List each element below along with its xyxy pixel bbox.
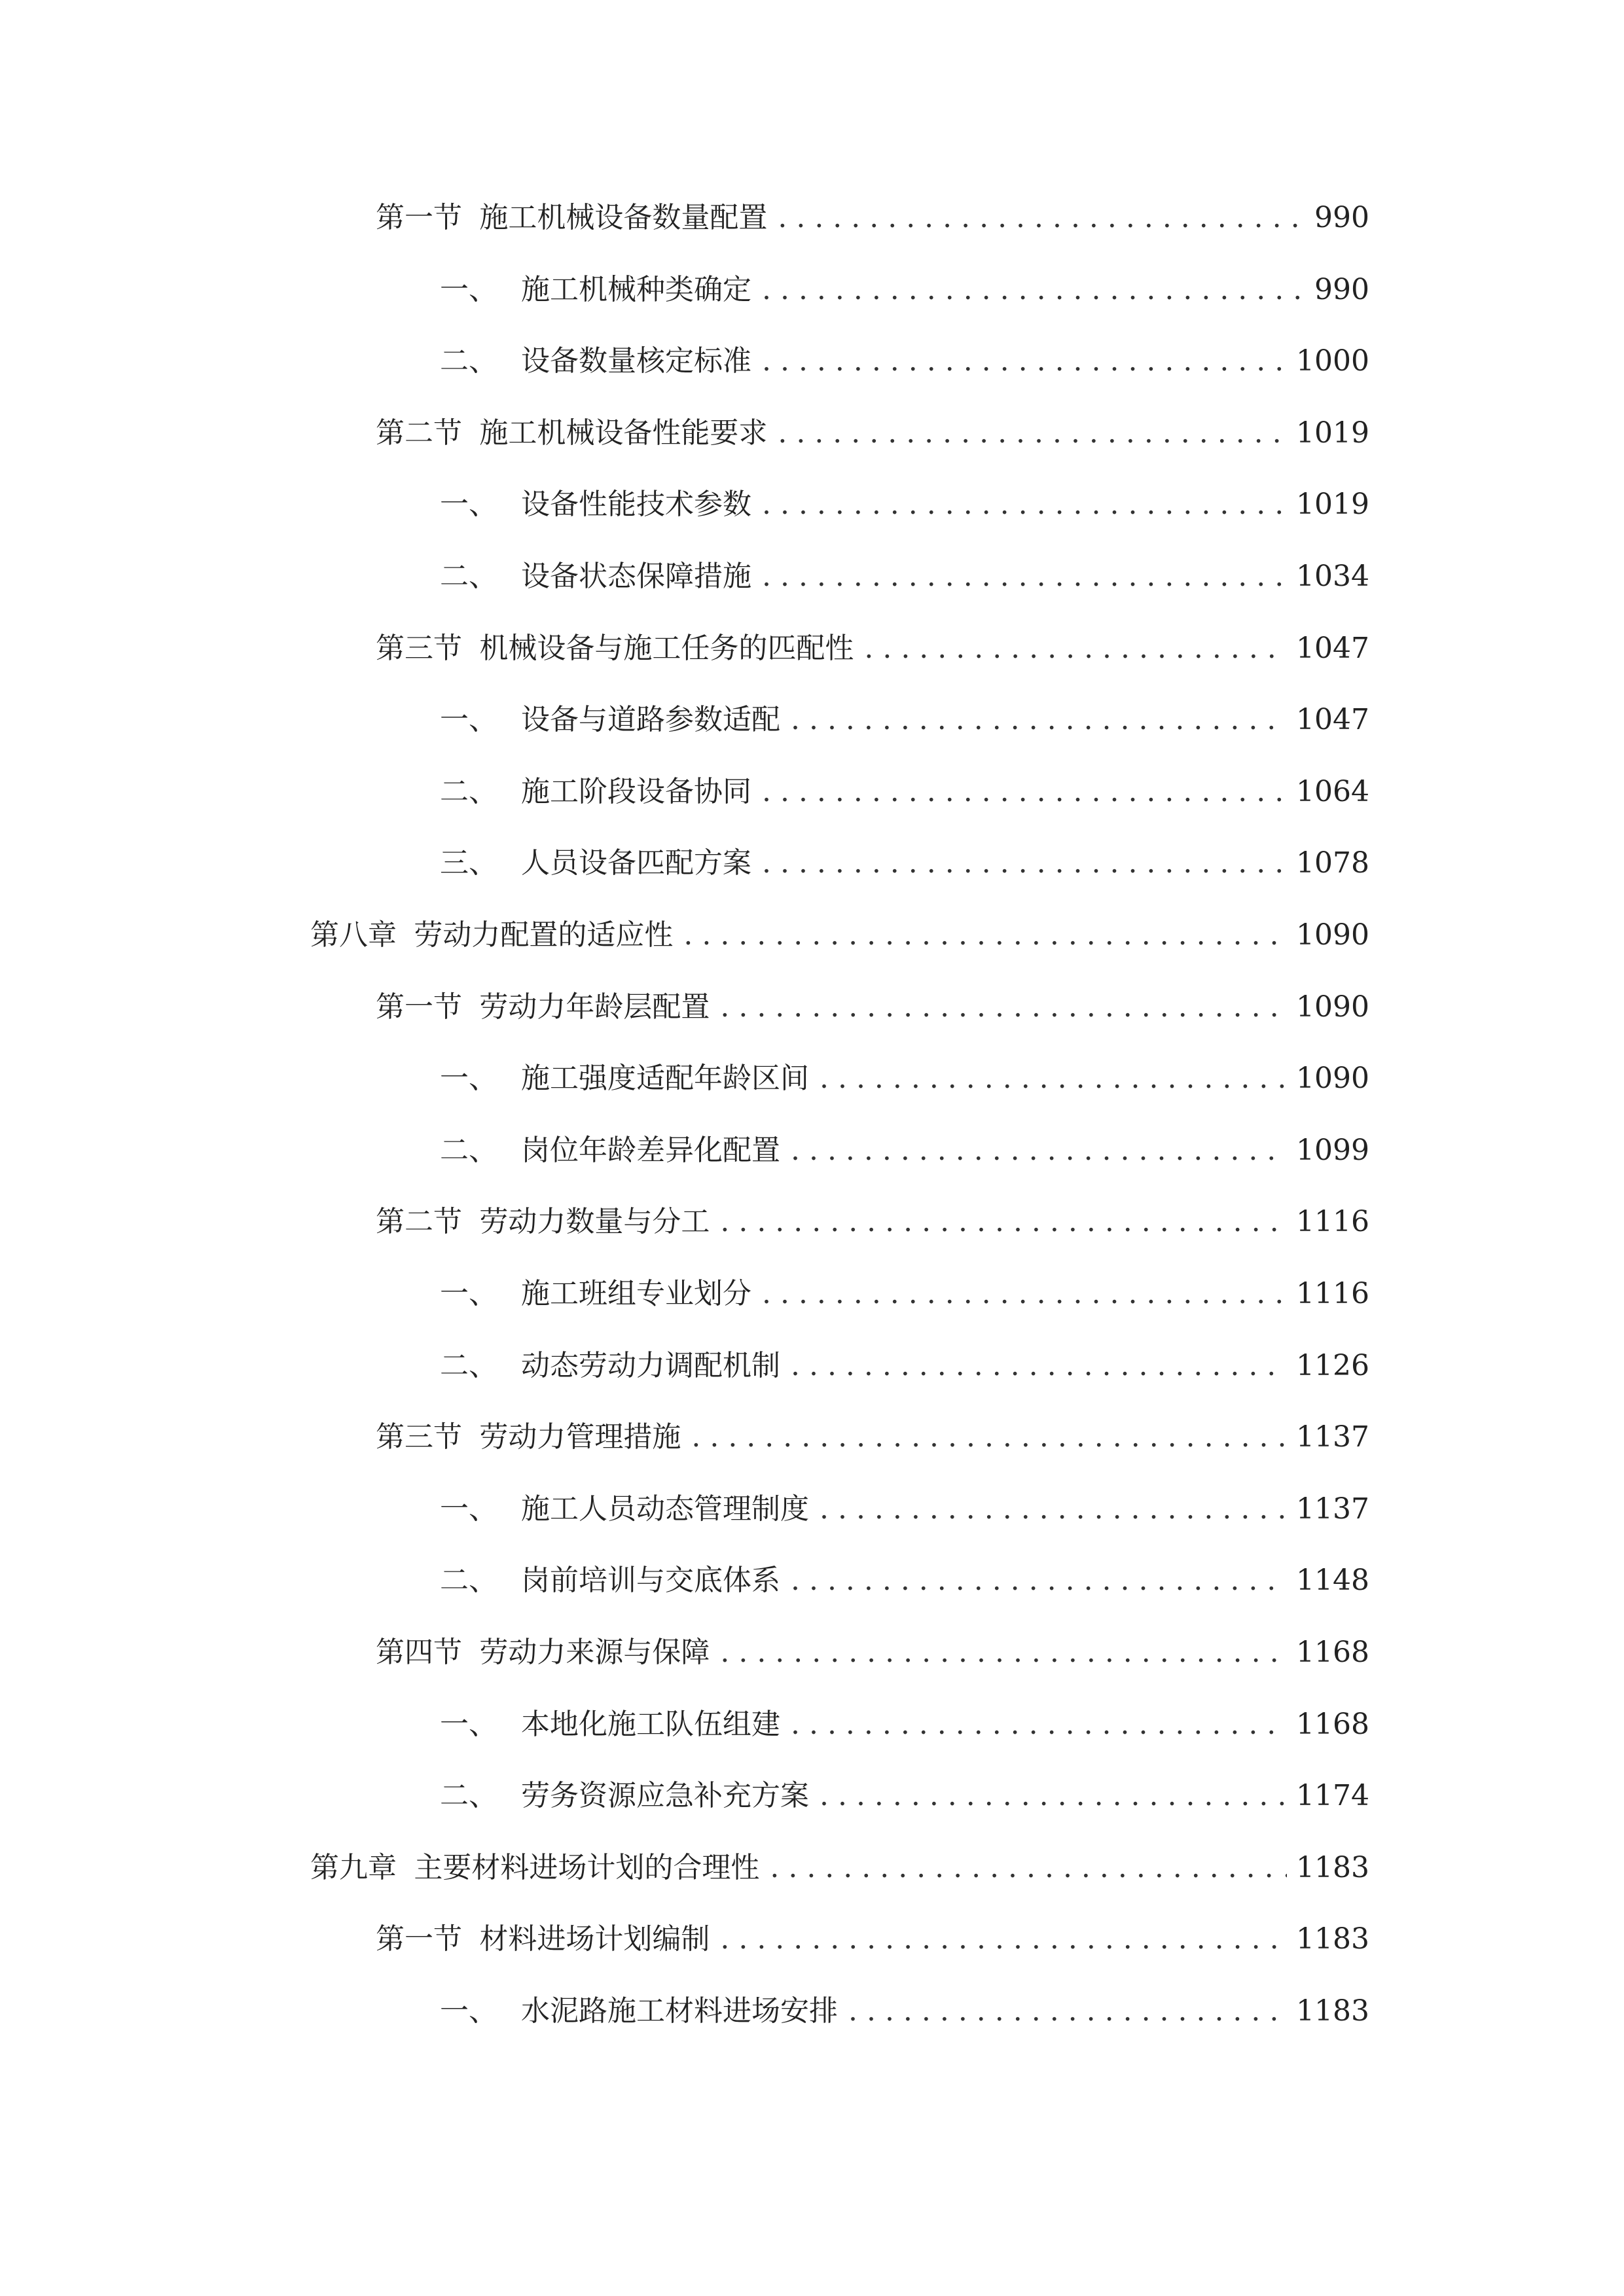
toc-dot-leader [864, 626, 1287, 672]
toc-entry-title: 设备性能技术参数 [521, 488, 751, 522]
toc-entry-title: 劳动力管理措施 [479, 1420, 681, 1454]
toc-entry-label [440, 840, 751, 886]
toc-page-number: 1168 [1296, 1707, 1369, 1741]
toc-entry-subsection[interactable] [440, 1558, 1369, 1604]
toc-page-number: 1090 [1296, 1062, 1369, 1096]
toc-entry-label [440, 267, 751, 313]
toc-dot-leader [762, 267, 1305, 313]
toc-entry-subsection[interactable] [440, 1271, 1369, 1317]
toc-entry-number: 二、 [440, 1564, 497, 1598]
toc-entry-title: 设备状态保障措施 [521, 560, 751, 593]
toc-dot-leader [791, 1702, 1287, 1748]
toc-entry-subsection[interactable] [440, 267, 1369, 313]
toc-entry-number: 二、 [440, 560, 497, 593]
toc-entry-number: 第一节 [376, 201, 462, 234]
toc-page-number: 1019 [1296, 416, 1369, 450]
toc-dot-leader [820, 1056, 1287, 1102]
toc-dot-leader [720, 984, 1287, 1030]
toc-entry-label [440, 1988, 838, 2034]
toc-entry-subsection[interactable] [440, 697, 1369, 743]
toc-page-number: 990 [1314, 201, 1369, 234]
toc-entry-section[interactable] [376, 626, 1369, 672]
toc-entry-number: 第三节 [376, 1420, 462, 1454]
toc-entry-title: 劳动力数量与分工 [479, 1205, 710, 1239]
toc-entry-title: 岗前培训与交底体系 [521, 1564, 780, 1598]
toc-page-number: 1078 [1296, 846, 1369, 880]
toc-page-number: 1000 [1296, 344, 1369, 378]
toc-entry-label [440, 1056, 809, 1102]
toc-dot-leader [762, 769, 1287, 815]
toc-entry-label [376, 195, 767, 241]
toc-entry-subsection[interactable] [440, 338, 1369, 384]
toc-entry-title: 施工阶段设备协同 [521, 774, 751, 808]
toc-entry-section[interactable] [376, 1414, 1369, 1460]
toc-entry-title: 动态劳动力调配机制 [521, 1348, 780, 1382]
toc-entry-title: 岗位年龄差异化配置 [521, 1133, 780, 1167]
toc-entry-label [440, 482, 751, 528]
toc-entry-subsection[interactable] [440, 1343, 1369, 1389]
toc-entry-label [440, 1702, 780, 1748]
toc-page-number: 1116 [1296, 1205, 1369, 1239]
toc-entry-chapter[interactable] [310, 912, 1369, 958]
toc-entry-subsection[interactable] [440, 482, 1369, 528]
toc-entry-label [440, 769, 751, 815]
toc-page-number: 1090 [1296, 918, 1369, 952]
toc-entry-number: 第四节 [376, 1636, 462, 1669]
toc-entry-number: 一、 [440, 272, 497, 306]
toc-entry-number: 二、 [440, 1133, 497, 1167]
toc-page-number: 1064 [1296, 774, 1369, 808]
toc-entry-number: 一、 [440, 1492, 497, 1526]
toc-page-number: 1183 [1296, 1850, 1369, 1884]
toc-entry-title: 劳务资源应急补充方案 [521, 1779, 809, 1813]
toc-page-number: 1148 [1296, 1564, 1369, 1598]
toc-entry-title: 人员设备匹配方案 [521, 846, 751, 880]
toc-dot-leader [720, 1916, 1287, 1962]
toc-dot-leader [683, 912, 1287, 958]
toc-entry-label [310, 912, 673, 958]
toc-dot-leader [791, 1343, 1287, 1389]
toc-page-number: 1099 [1296, 1133, 1369, 1167]
toc-entry-label [376, 1199, 710, 1245]
toc-entry-title: 主要材料进场计划的合理性 [414, 1850, 760, 1884]
toc-page-number: 1183 [1296, 1994, 1369, 2028]
toc-dot-leader [820, 1486, 1287, 1532]
toc-entry-label [440, 1343, 780, 1389]
toc-entry-title: 设备数量核定标准 [521, 344, 751, 378]
toc-entry-title: 施工机械设备数量配置 [479, 201, 768, 234]
toc-entry-number: 一、 [440, 1062, 497, 1096]
toc-page-number: 1116 [1296, 1277, 1369, 1310]
toc-page-number: 1034 [1296, 560, 1369, 593]
toc-page-number: 1174 [1296, 1779, 1369, 1813]
toc-dot-leader [762, 554, 1287, 600]
toc-entry-title: 机械设备与施工任务的匹配性 [479, 631, 854, 665]
toc-entry-title: 本地化施工队伍组建 [521, 1707, 780, 1741]
toc-entry-title: 施工机械种类确定 [521, 272, 751, 306]
toc-entry-label [310, 1845, 759, 1891]
toc-page-number: 1137 [1296, 1492, 1369, 1526]
toc-dot-leader [770, 1845, 1287, 1891]
toc-entry-number: 一、 [440, 703, 497, 737]
toc-entry-title: 施工机械设备性能要求 [479, 416, 768, 450]
toc-entry-label [440, 1271, 751, 1317]
toc-entry-number: 二、 [440, 774, 497, 808]
toc-entry-subsection[interactable] [440, 554, 1369, 600]
toc-entry-label [376, 1916, 710, 1962]
toc-dot-leader [762, 840, 1287, 886]
toc-entry-label [440, 1558, 780, 1604]
toc-entry-title: 劳动力年龄层配置 [479, 990, 710, 1024]
toc-entry-number: 第二节 [376, 1205, 462, 1239]
toc-entry-title: 施工班组专业划分 [521, 1277, 751, 1310]
toc-entry-number: 第一节 [376, 1922, 462, 1956]
toc-entry-number: 第一节 [376, 990, 462, 1024]
toc-entry-subsection[interactable] [440, 1486, 1369, 1532]
toc-dot-leader [762, 482, 1287, 528]
toc-entry-number: 一、 [440, 1994, 497, 2028]
toc-page-number: 1047 [1296, 703, 1369, 737]
toc-dot-leader [791, 697, 1287, 743]
toc-entry-title: 设备与道路参数适配 [521, 703, 780, 737]
toc-page-number: 1047 [1296, 631, 1369, 665]
toc-entry-number: 三、 [440, 846, 497, 880]
toc-dot-leader [820, 1773, 1287, 1819]
toc-entry-label [440, 1773, 809, 1819]
toc-entry-section[interactable] [376, 1916, 1369, 1962]
toc-entry-section[interactable] [376, 1630, 1369, 1676]
toc-entry-label [440, 697, 780, 743]
toc-entry-number: 一、 [440, 488, 497, 522]
toc-entry-chapter[interactable] [310, 1845, 1369, 1891]
toc-entry-label [440, 554, 751, 600]
toc-entry-number: 第八章 [310, 918, 397, 952]
toc-page-number: 1183 [1296, 1922, 1369, 1956]
toc-entry-title: 水泥路施工材料进场安排 [521, 1994, 838, 2028]
toc-entry-section[interactable] [376, 984, 1369, 1030]
toc-dot-leader [778, 410, 1287, 456]
toc-entry-label [376, 1414, 681, 1460]
toc-page-number: 1137 [1296, 1420, 1369, 1454]
toc-dot-leader [791, 1558, 1287, 1604]
toc-entry-subsection[interactable] [440, 1988, 1369, 2034]
toc-dot-leader [762, 338, 1287, 384]
toc-entry-title: 材料进场计划编制 [479, 1922, 710, 1956]
toc-entry-title: 施工人员动态管理制度 [521, 1492, 809, 1526]
toc-page-number: 990 [1314, 272, 1369, 306]
toc-dot-leader [848, 1988, 1287, 2034]
toc-entry-label [440, 1128, 780, 1174]
toc-entry-title: 施工强度适配年龄区间 [521, 1062, 809, 1096]
toc-entry-number: 二、 [440, 1779, 497, 1813]
toc-entry-label [376, 410, 767, 456]
toc-entry-number: 第二节 [376, 416, 462, 450]
toc-entry-subsection[interactable] [440, 1702, 1369, 1748]
toc-entry-number: 二、 [440, 344, 497, 378]
toc-entry-label [376, 984, 710, 1030]
toc-entry-label [376, 1630, 710, 1676]
toc-entry-number: 一、 [440, 1707, 497, 1741]
toc-dot-leader [720, 1630, 1287, 1676]
toc-entry-number: 第九章 [310, 1850, 397, 1884]
toc-entry-number: 二、 [440, 1348, 497, 1382]
toc-entry-label [440, 338, 751, 384]
toc-entry-number: 第三节 [376, 631, 462, 665]
toc-entry-section[interactable] [376, 1199, 1369, 1245]
toc-entry-subsection[interactable] [440, 1128, 1369, 1174]
toc-page-number: 1090 [1296, 990, 1369, 1024]
toc-entry-label [376, 626, 854, 672]
toc-entry-section[interactable] [376, 195, 1369, 241]
toc-dot-leader [691, 1414, 1287, 1460]
toc-page-number: 1168 [1296, 1636, 1369, 1669]
toc-entry-subsection[interactable] [440, 840, 1369, 886]
toc-entry-label [440, 1486, 809, 1532]
toc-page-number: 1126 [1296, 1348, 1369, 1382]
toc-entry-number: 一、 [440, 1277, 497, 1310]
toc-page-number: 1019 [1296, 488, 1369, 522]
toc-dot-leader [720, 1199, 1287, 1245]
toc-entry-subsection[interactable] [440, 1056, 1369, 1102]
toc-dot-leader [762, 1271, 1287, 1317]
toc-entry-subsection[interactable] [440, 769, 1369, 815]
toc-entry-title: 劳动力配置的适应性 [414, 918, 674, 952]
toc-dot-leader [778, 195, 1305, 241]
toc-dot-leader [791, 1128, 1287, 1174]
toc-entry-section[interactable] [376, 410, 1369, 456]
toc-entry-subsection[interactable] [440, 1773, 1369, 1819]
toc-entry-title: 劳动力来源与保障 [479, 1636, 710, 1669]
